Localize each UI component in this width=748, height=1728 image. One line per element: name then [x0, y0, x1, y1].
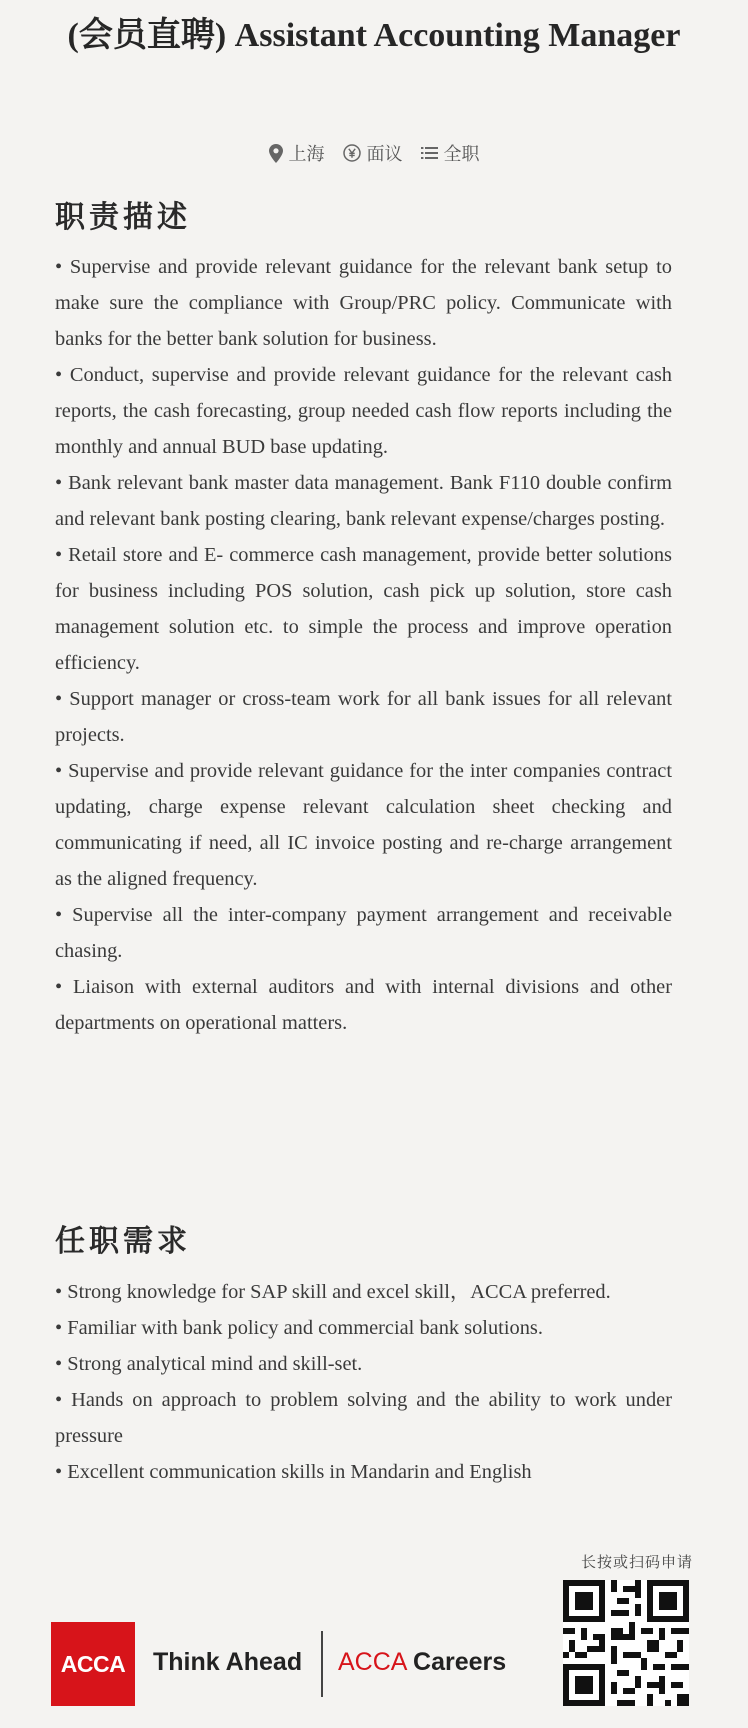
brand-suffix: Careers — [413, 1648, 507, 1676]
brand-prefix: ACCA — [338, 1648, 407, 1676]
list-item: • Supervise all the inter-company payment arrangement and receivable chasing. — [55, 904, 672, 962]
qr-code[interactable] — [563, 1580, 689, 1706]
list-item: • Hands on approach to problem solving and the ability to work under pressure — [55, 1389, 672, 1447]
meta-job-type — [421, 140, 480, 166]
requirements-heading: 任职需求 — [55, 1224, 191, 1259]
responsibilities-heading: 职责描述 — [55, 200, 191, 235]
list-item: • Support manager or cross-team work for all bank issues for all relevant projects. — [55, 688, 672, 746]
meta-salary — [343, 140, 403, 166]
list-item: • Conduct, supervise and provide relevant guidance for the relevant cash reports, the cash forecasting, group needed cash flow reports including the monthly and annual BUD base updating. — [55, 364, 672, 458]
list-item: • Liaison with external auditors and with internal divisions and other departments on operational matters. — [55, 976, 672, 1034]
meta-location — [269, 140, 325, 166]
list-icon — [421, 146, 438, 160]
meta-location-text: 上海 — [288, 144, 325, 164]
location-pin-icon — [269, 144, 283, 163]
list-item: • Supervise and provide relevant guidance for the relevant bank setup to make sure the compliance with Group/PRC policy. Communicate with banks for the better bank solution for business. — [55, 256, 672, 350]
footer-divider — [321, 1631, 323, 1697]
list-item: • Strong analytical mind and skill-set. — [55, 1353, 363, 1375]
acca-careers-brand — [338, 1648, 506, 1677]
list-item: • Supervise and provide relevant guidance for the inter companies contract updating, charge expense relevant calculation sheet checking and communicating if need, all IC invoice posting and re-charge arrangement as the aligned frequency. — [55, 760, 672, 890]
meta-job-type-text: 全职 — [443, 144, 480, 164]
requirements-list — [55, 1274, 672, 1490]
meta-salary-text: 面议 — [366, 144, 403, 164]
acca-logo: ACCA — [51, 1622, 135, 1706]
list-item: • Excellent communication skills in Mandarin and English — [55, 1461, 532, 1483]
job-meta — [0, 140, 748, 166]
list-item: • Strong knowledge for SAP skill and excel skill，ACCA preferred. — [55, 1281, 611, 1303]
apply-hint: 长按或扫码申请 — [580, 1553, 693, 1571]
list-item: • Familiar with bank policy and commercial bank solutions. — [55, 1317, 543, 1339]
responsibilities-list — [55, 249, 672, 1041]
yen-icon — [343, 144, 361, 162]
list-item: • Bank relevant bank master data management. Bank F110 double confirm and relevant bank posting clearing, bank relevant expense/charges posting. — [55, 472, 672, 530]
tagline: Think Ahead — [153, 1648, 303, 1676]
job-title: (会员直聘) Assistant Accounting Manager — [67, 17, 681, 54]
list-item: • Retail store and E- commerce cash management, provide better solutions for business including POS solution, cash pick up solution, store cash management solution etc. to simple the process and improve operation efficiency. — [55, 544, 672, 674]
